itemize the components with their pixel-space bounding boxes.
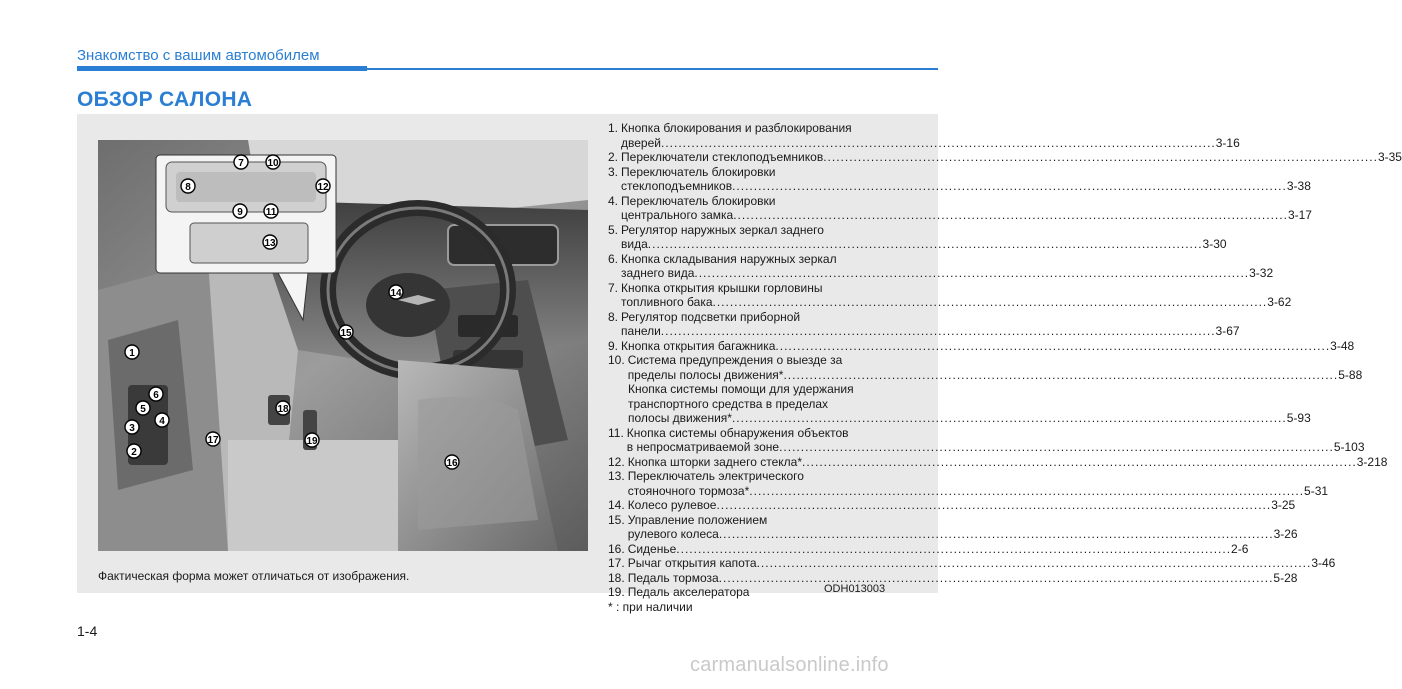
legend-item xyxy=(608,556,1336,571)
legend-item-text: Управление положением xyxy=(627,512,768,527)
legend-item-text: Регулятор наружных зеркал заднего xyxy=(621,222,824,237)
legend-item-text: полосы движения* xyxy=(628,411,732,425)
legend-item-text: Переключатель блокировки xyxy=(621,193,776,208)
callout-5 xyxy=(136,401,150,415)
svg-text:8: 8 xyxy=(185,182,191,193)
callout-13 xyxy=(263,235,277,249)
legend-item-text: Колесо рулевое xyxy=(627,498,717,512)
footnote: * : при наличии xyxy=(608,599,693,614)
section-header: Знакомство с вашим автомобилем xyxy=(77,47,320,64)
leader-dots xyxy=(719,571,1274,586)
legend-item-text: Педаль тормоза xyxy=(627,570,719,585)
legend-item-number: 19. xyxy=(608,585,625,599)
leader-dots xyxy=(719,527,1274,542)
legend-item-page-ref: 5-93 xyxy=(1286,411,1311,425)
legend-item-text: Переключатель блокировки xyxy=(621,164,776,179)
legend-item-page-ref: 3-46 xyxy=(1311,556,1336,570)
callout-4 xyxy=(155,413,169,427)
leader-dots xyxy=(732,411,1287,426)
leader-dots xyxy=(732,179,1287,194)
legend-item-text: Педаль акселератора xyxy=(627,585,750,599)
leader-dots xyxy=(661,324,1216,339)
legend-item-page-ref: 2-6 xyxy=(1231,541,1249,556)
callout-16 xyxy=(445,455,459,469)
legend-item-page-ref: 5-31 xyxy=(1304,483,1329,498)
legend-item xyxy=(608,280,1292,310)
legend-item-page-ref: 3-67 xyxy=(1215,324,1240,338)
legend-item-text: в непросматриваемой зоне xyxy=(626,440,780,454)
leader-dots xyxy=(716,498,1271,513)
legend-item-text: Кнопка блокирования и разблокирования xyxy=(621,121,852,135)
legend-item-page-ref: 3-35 xyxy=(1377,150,1402,164)
legend-item-text: Сиденье xyxy=(627,541,677,556)
leader-dots xyxy=(661,136,1216,151)
legend-item-number: 8. xyxy=(608,309,619,324)
legend-item-number: 12. xyxy=(608,454,625,469)
leader-dots xyxy=(676,542,1231,557)
callout-1 xyxy=(125,345,139,359)
legend-item xyxy=(608,309,1240,339)
callout-6 xyxy=(149,387,163,401)
legend-item-text: Рычаг открытия капота xyxy=(627,556,757,570)
svg-text:11: 11 xyxy=(265,207,277,218)
leader-dots xyxy=(779,440,1334,455)
callout-15 xyxy=(339,325,353,339)
legend-item-page-ref: 3-38 xyxy=(1286,179,1311,193)
legend-item-page-ref: 3-32 xyxy=(1249,266,1274,280)
legend-item xyxy=(608,164,1311,194)
legend-item-text: транспортного средства в пределах xyxy=(628,396,829,411)
legend-item-text: заднего вида xyxy=(621,266,695,280)
legend-item-number: 5. xyxy=(608,222,619,237)
legend-item-number: 17. xyxy=(608,556,625,570)
legend-item xyxy=(608,193,1312,223)
component-legend xyxy=(608,121,1402,614)
legend-item xyxy=(608,121,1240,150)
callout-12 xyxy=(316,179,330,193)
svg-text:3: 3 xyxy=(129,423,135,434)
legend-item-text: Кнопка складывания наружных зеркал xyxy=(621,251,837,266)
svg-text:4: 4 xyxy=(159,416,165,427)
leader-dots xyxy=(802,455,1357,470)
callout-10 xyxy=(266,155,280,169)
callout-7 xyxy=(234,155,248,169)
legend-item xyxy=(608,469,1329,498)
leader-dots xyxy=(648,237,1203,252)
legend-item-number: 3. xyxy=(608,164,619,179)
svg-text:1: 1 xyxy=(129,348,135,359)
legend-item-page-ref: 5-88 xyxy=(1338,367,1363,382)
legend-item-text: стояночного тормоза* xyxy=(627,483,750,498)
header-rule-thin xyxy=(367,68,938,70)
leader-dots xyxy=(757,556,1312,571)
svg-text:15: 15 xyxy=(340,328,352,339)
legend-item-page-ref: 3-26 xyxy=(1273,527,1298,541)
image-code: ODH013003 xyxy=(824,583,886,595)
svg-text:16: 16 xyxy=(446,458,458,469)
legend-item-text: Переключатели стеклоподъемников xyxy=(621,150,824,164)
svg-text:18: 18 xyxy=(277,404,289,415)
legend-item-page-ref: 3-25 xyxy=(1271,498,1296,512)
legend-item-number: 18. xyxy=(608,570,625,585)
legend-item-number: 13. xyxy=(608,469,625,483)
legend-item-text: Кнопка системы помощи для удержания xyxy=(628,382,854,396)
svg-text:9: 9 xyxy=(237,207,243,218)
leader-dots xyxy=(694,266,1249,281)
callout-3 xyxy=(125,420,139,434)
legend-item xyxy=(608,222,1227,252)
legend-item-number: 14. xyxy=(608,498,625,512)
legend-item-text: панели xyxy=(621,324,661,338)
legend-item xyxy=(608,353,1363,382)
leader-dots xyxy=(733,208,1288,223)
legend-item-number: 4. xyxy=(608,193,619,208)
legend-item-text: дверей xyxy=(621,135,661,150)
leader-dots xyxy=(823,150,1378,165)
legend-item-text: Система предупреждения о выезде за xyxy=(627,353,843,367)
svg-text:6: 6 xyxy=(153,390,159,401)
legend-item-number: 9. xyxy=(608,338,619,353)
callout-2 xyxy=(127,444,141,458)
legend-item-text: вида xyxy=(621,237,648,251)
leader-dots xyxy=(749,484,1304,499)
legend-item-number: 6. xyxy=(608,251,619,266)
watermark: carmanualsonline.info xyxy=(690,654,889,676)
callout-19 xyxy=(305,433,319,447)
legend-item-text: Кнопка шторки заднего стекла* xyxy=(627,454,802,469)
legend-item-text: Кнопка открытия багажника xyxy=(621,338,776,353)
image-caption: Фактическая форма может отличаться от изображения. xyxy=(98,569,410,583)
legend-item xyxy=(608,512,1298,542)
legend-item-text: Переключатель электрического xyxy=(627,469,804,483)
leader-dots xyxy=(783,368,1338,383)
callout-11 xyxy=(264,204,278,218)
svg-text:12: 12 xyxy=(317,182,329,193)
legend-item xyxy=(608,251,1274,281)
legend-item-text: Кнопка системы обнаружения объектов xyxy=(626,425,849,440)
svg-text:5: 5 xyxy=(140,404,146,415)
leader-dots xyxy=(713,295,1268,310)
legend-item-text: топливного бака xyxy=(621,295,713,309)
legend-item-page-ref: 3-16 xyxy=(1215,135,1240,150)
legend-item xyxy=(608,498,1296,513)
legend-item-number: 2. xyxy=(608,150,619,164)
legend-item-number: 15. xyxy=(608,512,625,527)
callout-8 xyxy=(181,179,195,193)
interior-illustration xyxy=(98,140,588,551)
legend-item-page-ref: 3-218 xyxy=(1356,454,1388,469)
header-rule-thick xyxy=(77,66,367,71)
legend-item xyxy=(608,382,1311,426)
legend-item-page-ref: 3-62 xyxy=(1267,295,1292,309)
legend-item-page-ref: 5-103 xyxy=(1333,440,1365,454)
legend-item xyxy=(608,541,1249,557)
legend-item-text: пределы полосы движения* xyxy=(627,367,784,382)
legend-item xyxy=(608,338,1355,354)
legend-item-number: 7. xyxy=(608,280,619,295)
legend-item xyxy=(608,150,1402,165)
svg-text:13: 13 xyxy=(264,238,276,249)
legend-item-page-ref: 3-48 xyxy=(1330,338,1355,353)
legend-item xyxy=(608,454,1388,470)
legend-item-number: 16. xyxy=(608,541,625,556)
page-title: ОБЗОР САЛОНА xyxy=(77,88,253,111)
legend-item-text: стеклоподъемников xyxy=(621,179,733,193)
svg-text:19: 19 xyxy=(306,436,318,447)
legend-item-text: центрального замка xyxy=(621,208,734,222)
svg-text:17: 17 xyxy=(207,435,219,446)
legend-item-text: Регулятор подсветки приборной xyxy=(621,309,801,324)
svg-text:7: 7 xyxy=(238,158,244,169)
svg-text:2: 2 xyxy=(131,447,137,458)
page-number: 1-4 xyxy=(77,623,98,639)
legend-item xyxy=(608,425,1365,455)
legend-item-number: 11. xyxy=(608,425,624,440)
legend-item-page-ref: 3-30 xyxy=(1202,237,1227,251)
svg-text:10: 10 xyxy=(267,158,279,169)
callout-17 xyxy=(206,432,220,446)
legend-item-page-ref: 3-17 xyxy=(1287,208,1312,222)
callout-14 xyxy=(389,285,403,299)
callout-18 xyxy=(276,401,290,415)
legend-item-text: Кнопка открытия крышки горловины xyxy=(621,280,823,295)
callout-9 xyxy=(233,204,247,218)
legend-item-page-ref: 5-28 xyxy=(1273,570,1298,585)
svg-text:14: 14 xyxy=(390,288,402,299)
legend-item-text: рулевого колеса xyxy=(627,527,719,541)
legend-item-number: 1. xyxy=(608,121,619,135)
leader-dots xyxy=(775,339,1330,354)
legend-item-number: 10. xyxy=(608,353,625,367)
